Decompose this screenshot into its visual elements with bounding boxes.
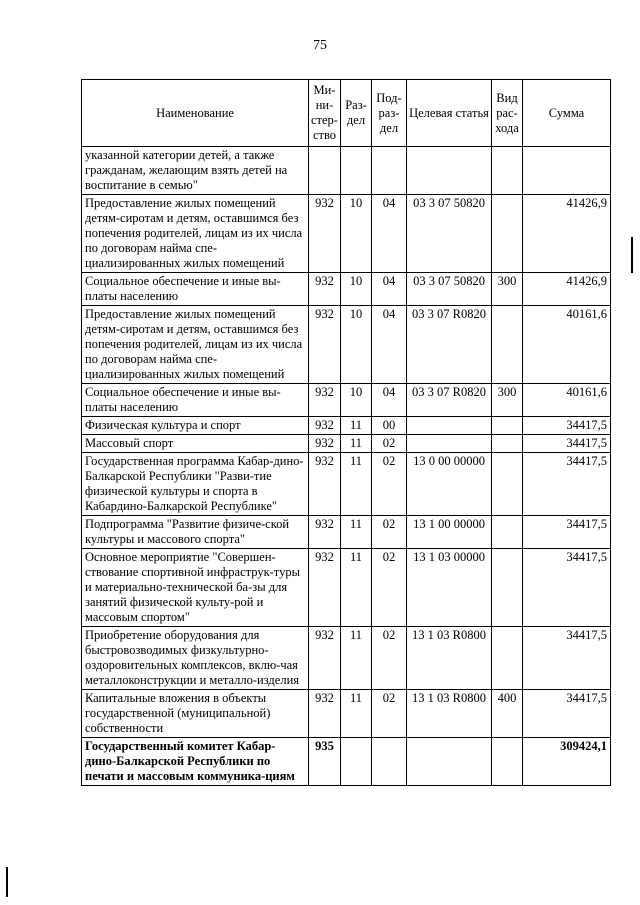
cell-section: 11 xyxy=(341,549,372,627)
cell-target: 03 3 07 50820 xyxy=(407,273,492,306)
cell-ministry: 932 xyxy=(309,435,341,453)
cell-section: 10 xyxy=(341,273,372,306)
header-section: Раз-дел xyxy=(341,80,372,147)
cell-name: Предоставление жилых помещений детям-сиротам и детям, оставшимся без попечения родителей, лицам из их числа по договорам найма спе-циализированных жилых помещений xyxy=(82,195,309,273)
cell-ministry: 932 xyxy=(309,549,341,627)
cell-target xyxy=(407,435,492,453)
cell-ministry: 932 xyxy=(309,690,341,738)
cell-ministry: 932 xyxy=(309,516,341,549)
cell-expense-type xyxy=(492,147,523,195)
cell-target: 13 1 03 R0800 xyxy=(407,627,492,690)
cell-subsection: 02 xyxy=(372,549,407,627)
cell-expense-type xyxy=(492,549,523,627)
cell-section xyxy=(341,738,372,786)
cell-ministry: 932 xyxy=(309,273,341,306)
cell-subsection: 04 xyxy=(372,195,407,273)
cell-target: 13 1 03 00000 xyxy=(407,549,492,627)
table-row xyxy=(82,273,611,306)
header-ministry: Ми-ни-стер-ство xyxy=(309,80,341,147)
cell-subsection: 02 xyxy=(372,453,407,516)
budget-table xyxy=(81,79,611,786)
cell-name: Массовый спорт xyxy=(82,435,309,453)
cell-section: 10 xyxy=(341,306,372,384)
cell-section: 11 xyxy=(341,516,372,549)
cell-ministry: 932 xyxy=(309,627,341,690)
header-expense-type: Вид рас-хода xyxy=(492,80,523,147)
table-row xyxy=(82,435,611,453)
cell-expense-type xyxy=(492,516,523,549)
cell-section: 10 xyxy=(341,195,372,273)
table-row xyxy=(82,453,611,516)
cell-target xyxy=(407,417,492,435)
cell-sum: 34417,5 xyxy=(523,690,611,738)
table-row xyxy=(82,549,611,627)
table-row xyxy=(82,516,611,549)
cell-subsection: 02 xyxy=(372,627,407,690)
cell-subsection xyxy=(372,738,407,786)
cell-section: 11 xyxy=(341,627,372,690)
cell-subsection xyxy=(372,147,407,195)
cell-subsection: 02 xyxy=(372,690,407,738)
cell-subsection: 04 xyxy=(372,306,407,384)
cell-target: 03 3 07 R0820 xyxy=(407,306,492,384)
table-row xyxy=(82,384,611,417)
cell-subsection: 02 xyxy=(372,435,407,453)
header-sum: Сумма xyxy=(523,80,611,147)
page-number: 75 xyxy=(313,38,327,53)
cell-sum: 34417,5 xyxy=(523,417,611,435)
table-row xyxy=(82,306,611,384)
cell-section: 11 xyxy=(341,417,372,435)
cell-name: Физическая культура и спорт xyxy=(82,417,309,435)
cell-target: 03 3 07 50820 xyxy=(407,195,492,273)
cell-sum xyxy=(523,147,611,195)
cell-section xyxy=(341,147,372,195)
cell-name: Государственный комитет Кабар-дино-Балкарской Республики по печати и массовым коммуника-циям xyxy=(82,738,309,786)
cell-sum: 34417,5 xyxy=(523,453,611,516)
cell-target xyxy=(407,738,492,786)
table-row xyxy=(82,738,611,786)
cell-sum: 34417,5 xyxy=(523,435,611,453)
cell-expense-type xyxy=(492,453,523,516)
cell-ministry: 932 xyxy=(309,195,341,273)
cell-subsection: 04 xyxy=(372,273,407,306)
cell-target: 13 1 00 00000 xyxy=(407,516,492,549)
cell-section: 10 xyxy=(341,384,372,417)
cell-sum: 40161,6 xyxy=(523,306,611,384)
cell-name: Социальное обеспечение и иные вы-платы населению xyxy=(82,273,309,306)
cell-name: указанной категории детей, а также гражданам, желающим взять детей на воспитание в семью" xyxy=(82,147,309,195)
cell-target: 03 3 07 R0820 xyxy=(407,384,492,417)
cell-subsection: 04 xyxy=(372,384,407,417)
cell-target xyxy=(407,147,492,195)
cell-section: 11 xyxy=(341,435,372,453)
table-header-row xyxy=(82,80,611,147)
table-row xyxy=(82,627,611,690)
cell-target: 13 0 00 00000 xyxy=(407,453,492,516)
cell-ministry: 932 xyxy=(309,453,341,516)
cell-sum: 34417,5 xyxy=(523,549,611,627)
cell-sum: 41426,9 xyxy=(523,273,611,306)
cell-expense-type xyxy=(492,417,523,435)
margin-mark-top xyxy=(631,237,633,273)
cell-expense-type xyxy=(492,627,523,690)
margin-mark-left xyxy=(6,867,8,897)
cell-ministry: 935 xyxy=(309,738,341,786)
cell-name: Предоставление жилых помещений детям-сиротам и детям, оставшимся без попечения родителей, лицам из их числа по договорам найма спе-циализированных жилых помещений xyxy=(82,306,309,384)
cell-section: 11 xyxy=(341,453,372,516)
cell-section: 11 xyxy=(341,690,372,738)
cell-subsection: 02 xyxy=(372,516,407,549)
cell-ministry xyxy=(309,147,341,195)
cell-name: Приобретение оборудования для быстровозводимых физкультурно-оздоровительных комплексов, вклю-чая металлоконструкции и металло-изделия xyxy=(82,627,309,690)
cell-name: Основное мероприятие "Совершен-ствование спортивной инфраструк-туры и материально-технической ба-зы для занятий физической культу-рой и массовым спортом" xyxy=(82,549,309,627)
cell-sum: 34417,5 xyxy=(523,516,611,549)
cell-ministry: 932 xyxy=(309,306,341,384)
table-row xyxy=(82,690,611,738)
cell-expense-type xyxy=(492,306,523,384)
cell-name: Государственная программа Кабар-дино-Балкарской Республики "Разви-тие физической культуры и спорта в Кабардино-Балкарской Республике" xyxy=(82,453,309,516)
cell-expense-type xyxy=(492,435,523,453)
cell-expense-type: 300 xyxy=(492,273,523,306)
header-name: Наименование xyxy=(82,80,309,147)
cell-expense-type xyxy=(492,738,523,786)
header-subsection: Под-раз-дел xyxy=(372,80,407,147)
cell-sum: 34417,5 xyxy=(523,627,611,690)
cell-ministry: 932 xyxy=(309,384,341,417)
cell-name: Социальное обеспечение и иные вы-платы населению xyxy=(82,384,309,417)
cell-name: Капитальные вложения в объекты государственной (муниципальной) собственности xyxy=(82,690,309,738)
table-row xyxy=(82,147,611,195)
cell-target: 13 1 03 R0800 xyxy=(407,690,492,738)
table-row xyxy=(82,195,611,273)
cell-sum: 40161,6 xyxy=(523,384,611,417)
cell-subsection: 00 xyxy=(372,417,407,435)
cell-expense-type xyxy=(492,195,523,273)
table-row xyxy=(82,417,611,435)
table-body xyxy=(82,147,611,786)
cell-ministry: 932 xyxy=(309,417,341,435)
cell-expense-type: 300 xyxy=(492,384,523,417)
cell-sum: 41426,9 xyxy=(523,195,611,273)
cell-sum: 309424,1 xyxy=(523,738,611,786)
header-target: Целевая статья xyxy=(407,80,492,147)
cell-expense-type: 400 xyxy=(492,690,523,738)
cell-name: Подпрограмма "Развитие физиче-ской культуры и массового спорта" xyxy=(82,516,309,549)
